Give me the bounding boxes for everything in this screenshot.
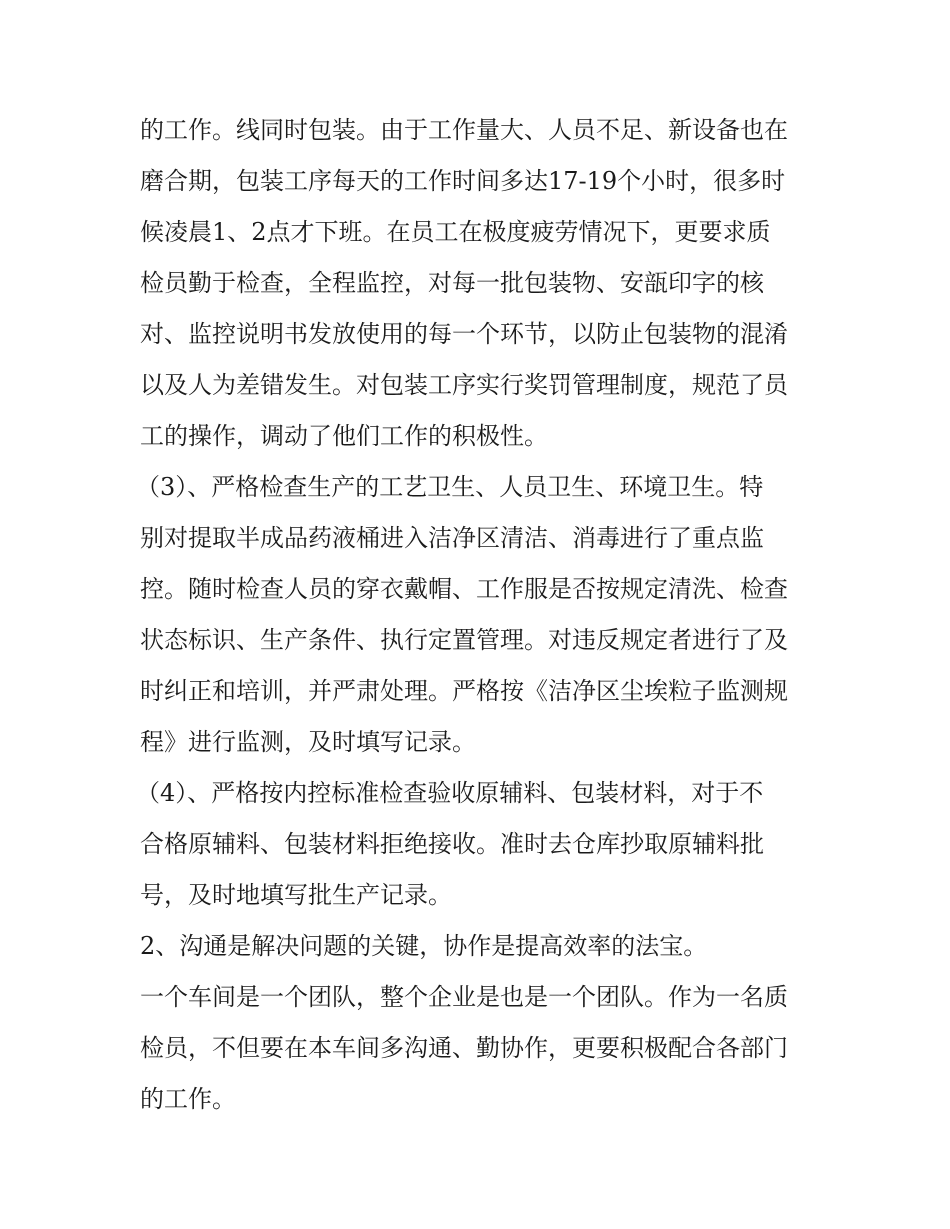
text-line: 的工作。线同时包装。由于工作量大、人员不足、新设备也在 (140, 116, 788, 144)
text-line: 检员，不但要在本车间多沟通、勤协作，更要积极配合各部门 (140, 1034, 788, 1062)
section-heading: 2、沟通是解决问题的关键，协作是提高效率的法宝。 (140, 932, 708, 960)
text-line: 状态标识、生产条件、执行定置管理。对违反规定者进行了及 (140, 626, 788, 654)
text-line: 合格原辅料、包装材料拒绝接收。准时去仓库抄取原辅料批 (140, 830, 764, 858)
text-line: 一个车间是一个团队，整个企业是也是一个团队。作为一名质 (140, 983, 788, 1011)
text-line: 以及人为差错发生。对包装工序实行奖罚管理制度，规范了员 (140, 371, 788, 399)
text-line: 程》进行监测，及时填写记录。 (140, 728, 476, 756)
text-line-item-4: （4）、严格按内控标准检查验收原辅料、包装材料，对于不 (136, 779, 764, 807)
text-line: 的工作。 (140, 1085, 236, 1113)
text-line: 磨合期，包装工序每天的工作时间多达17-19个小时，很多时 (140, 167, 786, 195)
text-line: 号，及时地填写批生产记录。 (140, 881, 452, 909)
text-line-item-3: （3）、严格检查生产的工艺卫生、人员卫生、环境卫生。特 (136, 473, 764, 501)
text-line: 控。随时检查人员的穿衣戴帽、工作服是否按规定清洗、检查 (140, 575, 788, 603)
text-line: 时纠正和培训，并严肃处理。严格按《洁净区尘埃粒子监测规 (140, 677, 788, 705)
text-line: 别对提取半成品药液桶进入洁净区清洁、消毒进行了重点监 (140, 524, 764, 552)
body-text (136, 107, 820, 1127)
text-line: 工的操作，调动了他们工作的积极性。 (140, 422, 548, 450)
text-line: 候凌晨1、2点才下班。在员工在极度疲劳情况下，更要求质 (140, 218, 771, 246)
text-line: 对、监控说明书发放使用的每一个环节，以防止包装物的混淆 (140, 320, 788, 348)
text-line: 检员勤于检查，全程监控，对每一批包装物、安瓿印字的核 (140, 269, 764, 297)
